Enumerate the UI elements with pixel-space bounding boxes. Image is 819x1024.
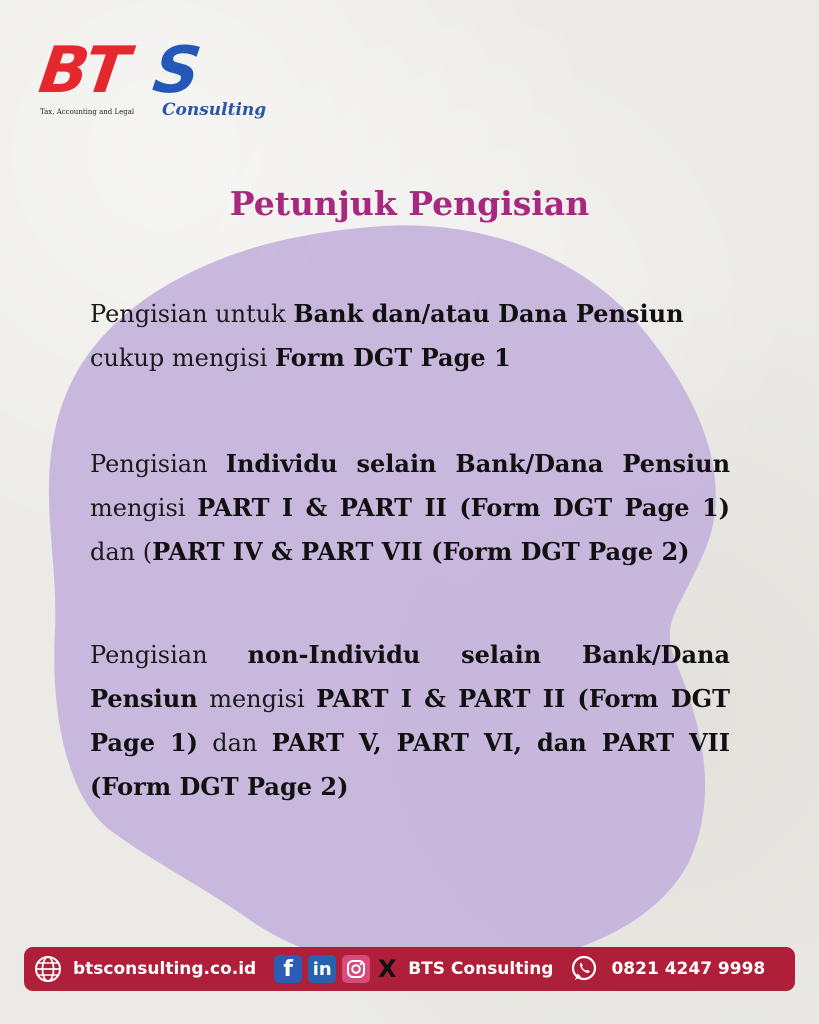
instagram-icon[interactable] [342,955,370,983]
bold-text: PART I & PART II (Form DGT Page 1) [90,684,730,757]
whatsapp-icon[interactable] [569,954,599,984]
instruction-bank-pension [90,292,730,380]
bold-text: Form DGT Page 1 [274,343,511,372]
text: dan [198,729,272,757]
bold-text: non-Individu selain Bank/Dana Pensiun [90,640,730,713]
logo-tagline: Tax, Accounting and Legal [40,108,135,116]
facebook-icon[interactable]: f [274,955,302,983]
contact-footer [24,947,795,991]
instruction-non-individual [90,633,730,809]
globe-icon [33,954,63,984]
text: Pengisian [90,641,248,669]
bold-text: PART I & PART II (Form DGT Page 1) [197,493,731,522]
logo-consulting-text: Consulting [162,100,267,120]
text: Pengisian [90,450,226,478]
x-icon[interactable]: X [377,955,397,983]
bold-text: PART IV & PART VII (Form DGT Page 2) [152,537,690,566]
social-links [274,955,398,983]
phone-number[interactable]: 0821 4247 9998 [611,959,766,979]
page-title: Petunjuk Pengisian [229,184,590,223]
text: mengisi [90,494,198,522]
text: dan ( [90,538,153,566]
text: Pengisian untuk [90,300,294,328]
instruction-individual [90,442,730,574]
logo-letters-bt: BT [34,34,130,108]
text: mengisi [197,685,317,713]
brand-name: BTS Consulting [408,959,554,979]
bold-text: Bank dan/atau Dana Pensiun [293,299,684,328]
bold-text: PART V, PART VI, dan PART VII (Form DGT Page 2) [90,728,731,801]
logo-letter-s: S [148,34,206,108]
bts-logo [34,34,267,129]
text: cukup mengisi [90,344,275,372]
bold-text: Individu selain Bank/Dana Pensiun [225,449,731,478]
linkedin-icon[interactable]: in [308,955,336,983]
website-link[interactable]: btsconsulting.co.id [73,959,257,979]
